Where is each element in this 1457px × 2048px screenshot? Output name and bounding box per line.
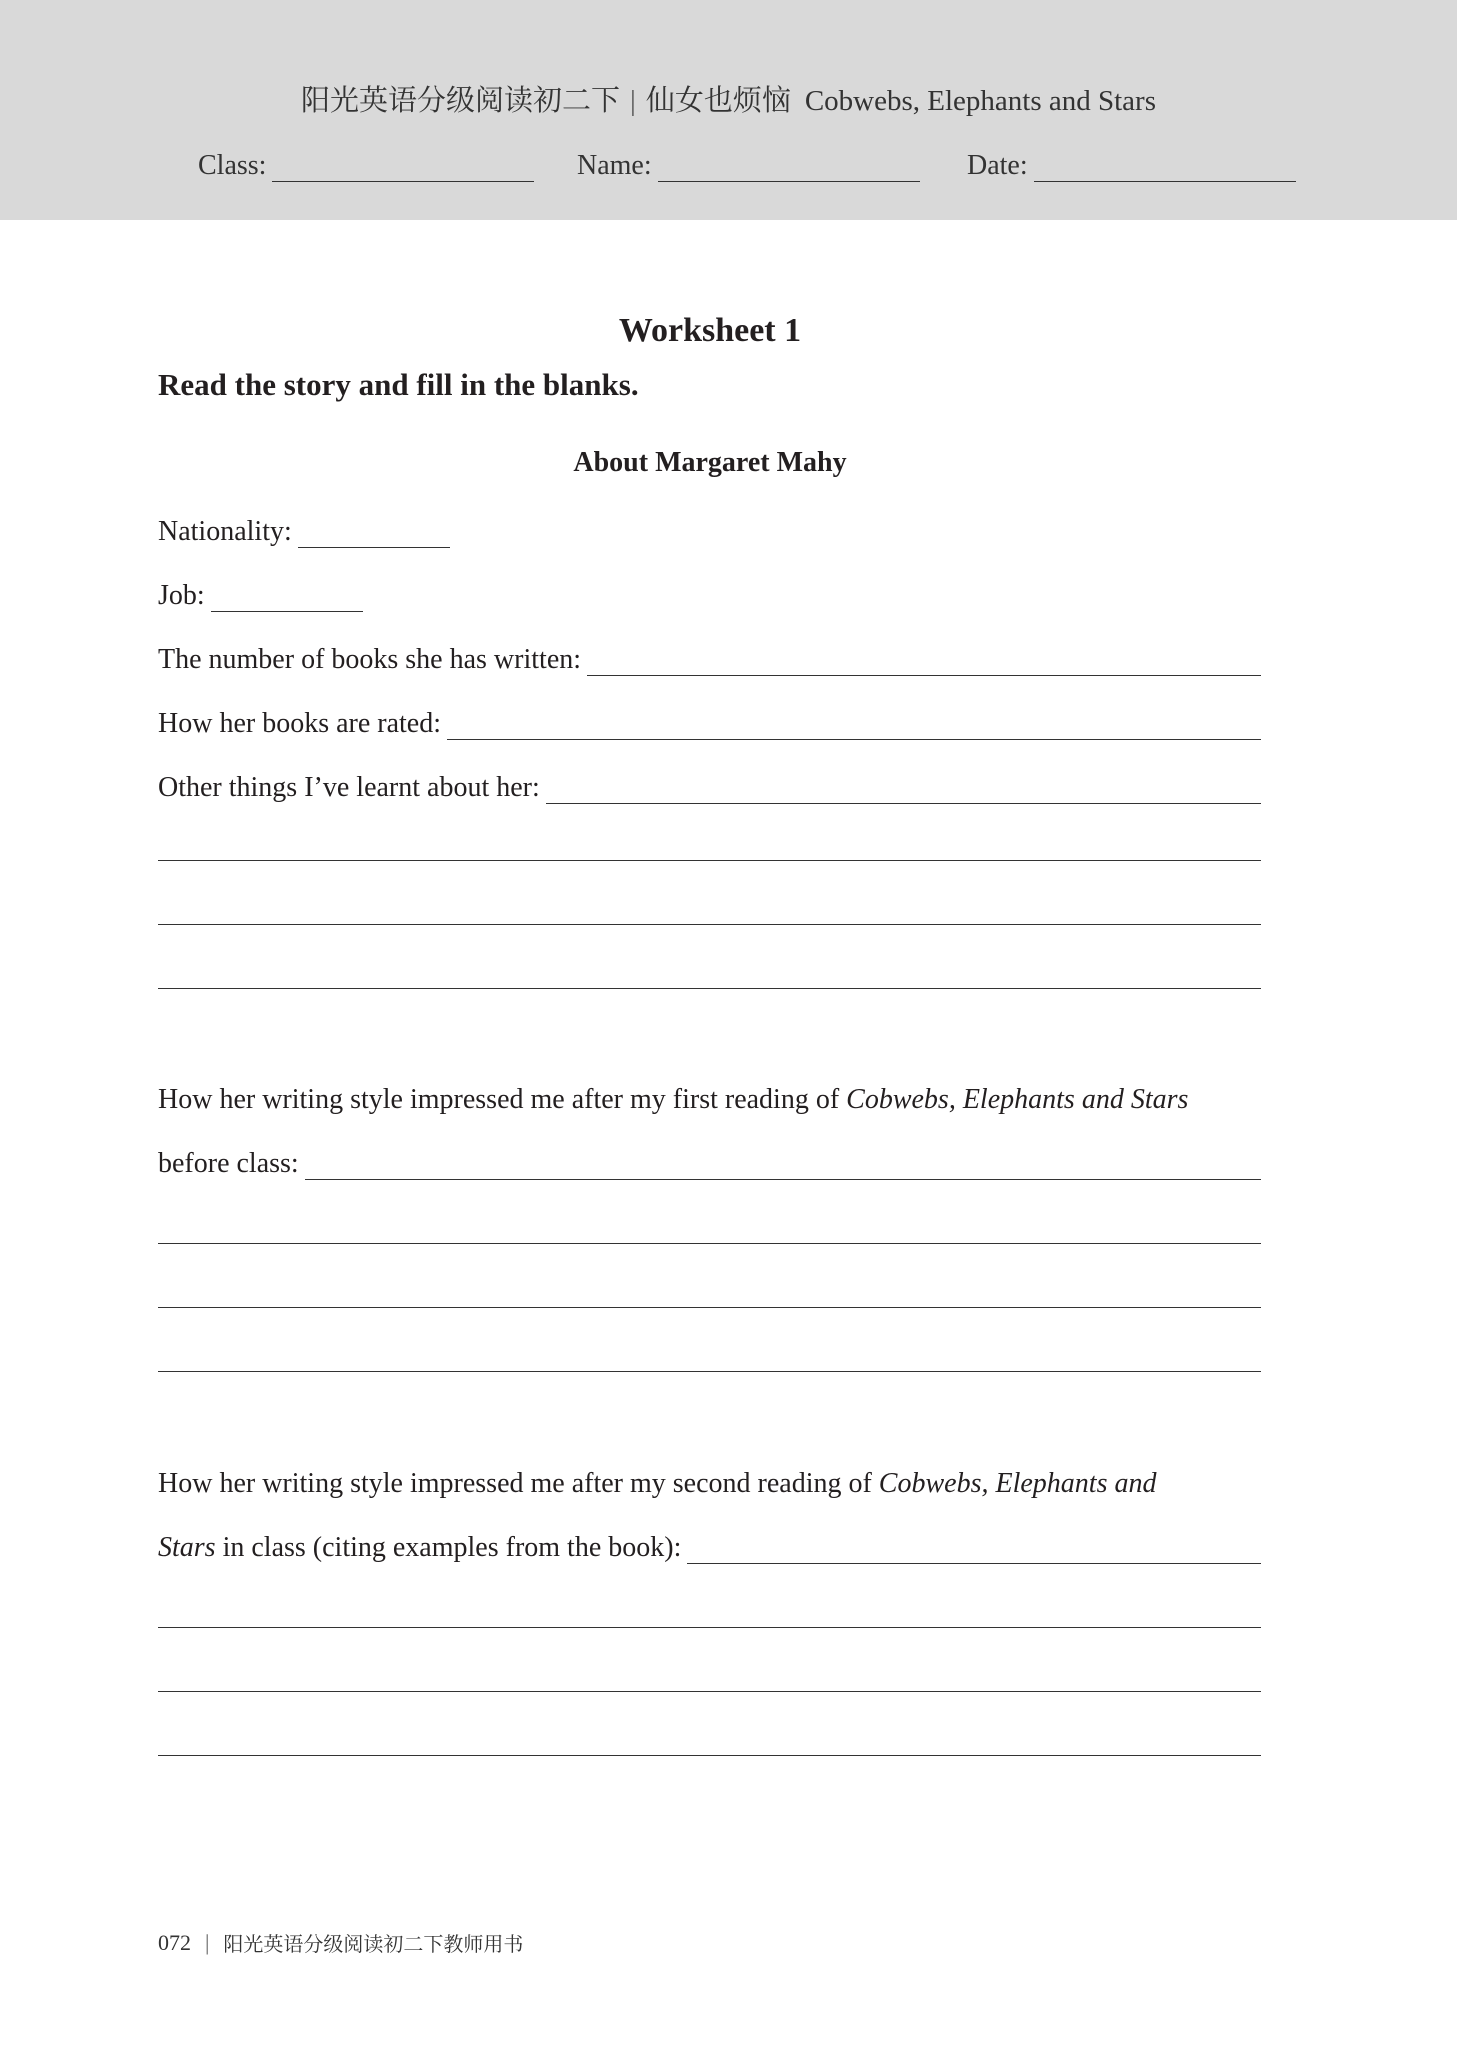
date-blank[interactable] xyxy=(1034,151,1296,182)
answer-line[interactable] xyxy=(158,988,1261,989)
book-title-cn: 仙女也烦恼 xyxy=(645,85,791,117)
answer-line[interactable] xyxy=(158,1307,1261,1308)
page-number: 072 xyxy=(158,1929,191,1955)
answer-line[interactable] xyxy=(158,1755,1261,1756)
other-label: Other things I’ve learnt about her: xyxy=(158,772,540,803)
job-blank[interactable] xyxy=(211,579,363,612)
question-2-text: How her writing style impressed me after my second reading of xyxy=(158,1468,879,1499)
nationality-row xyxy=(158,508,450,548)
books-row xyxy=(158,636,1261,676)
question-2-label xyxy=(158,1532,681,1564)
date-label: Date: xyxy=(967,150,1028,181)
series-title xyxy=(0,78,1457,119)
answer-line[interactable] xyxy=(158,1691,1261,1692)
question-1-label: before class: xyxy=(158,1148,299,1179)
class-field xyxy=(198,150,534,182)
answer-line[interactable] xyxy=(158,1627,1261,1628)
question-2-line-1 xyxy=(158,1468,1156,1500)
question-1-text: How her writing style impressed me after my first reading of xyxy=(158,1084,847,1115)
question-2-row xyxy=(158,1524,1261,1564)
other-blank[interactable] xyxy=(546,771,1261,804)
rated-blank[interactable] xyxy=(447,707,1261,740)
name-field xyxy=(577,150,920,182)
footer-separator: | xyxy=(205,1929,210,1955)
series-name: 阳光英语分级阅读初二下 xyxy=(300,85,620,117)
answer-line[interactable] xyxy=(158,1371,1261,1372)
other-row xyxy=(158,764,1261,804)
book-title-en: Cobwebs, Elephants and Stars xyxy=(804,85,1156,117)
footer-book-title: 阳光英语分级阅读初二下教师用书 xyxy=(223,1932,524,1956)
books-blank[interactable] xyxy=(587,643,1261,676)
class-label: Class: xyxy=(198,150,267,181)
class-blank[interactable] xyxy=(272,151,534,182)
question-2-blank[interactable] xyxy=(687,1531,1261,1564)
worksheet-title: Worksheet 1 xyxy=(618,312,802,349)
page-footer xyxy=(158,1928,523,1957)
answer-line[interactable] xyxy=(158,1243,1261,1244)
answer-line[interactable] xyxy=(158,924,1261,925)
name-label: Name: xyxy=(577,150,652,181)
date-field xyxy=(967,150,1296,182)
question-2-book-title-end: Stars xyxy=(158,1532,216,1563)
books-label: The number of books she has written: xyxy=(158,644,582,675)
nationality-blank[interactable] xyxy=(298,515,450,548)
answer-line[interactable] xyxy=(158,860,1261,861)
question-1-book-title: Cobwebs, Elephants and Stars xyxy=(846,1084,1189,1115)
question-1-line-1 xyxy=(158,1084,1188,1116)
rated-row xyxy=(158,700,1261,740)
name-blank[interactable] xyxy=(658,151,920,182)
question-1-row xyxy=(158,1140,1261,1180)
nationality-label: Nationality: xyxy=(158,516,292,547)
question-1-blank[interactable] xyxy=(305,1147,1261,1180)
rated-label: How her books are rated: xyxy=(158,708,442,739)
instruction: Read the story and fill in the blanks. xyxy=(158,367,639,402)
job-row xyxy=(158,572,363,612)
section-subtitle: About Margaret Mahy xyxy=(573,447,847,478)
question-2-text-end: in class (citing examples from the book): xyxy=(215,1532,682,1563)
separator: | xyxy=(630,85,636,117)
question-2-book-title: Cobwebs, Elephants and xyxy=(878,1468,1157,1499)
job-label: Job: xyxy=(158,580,205,611)
